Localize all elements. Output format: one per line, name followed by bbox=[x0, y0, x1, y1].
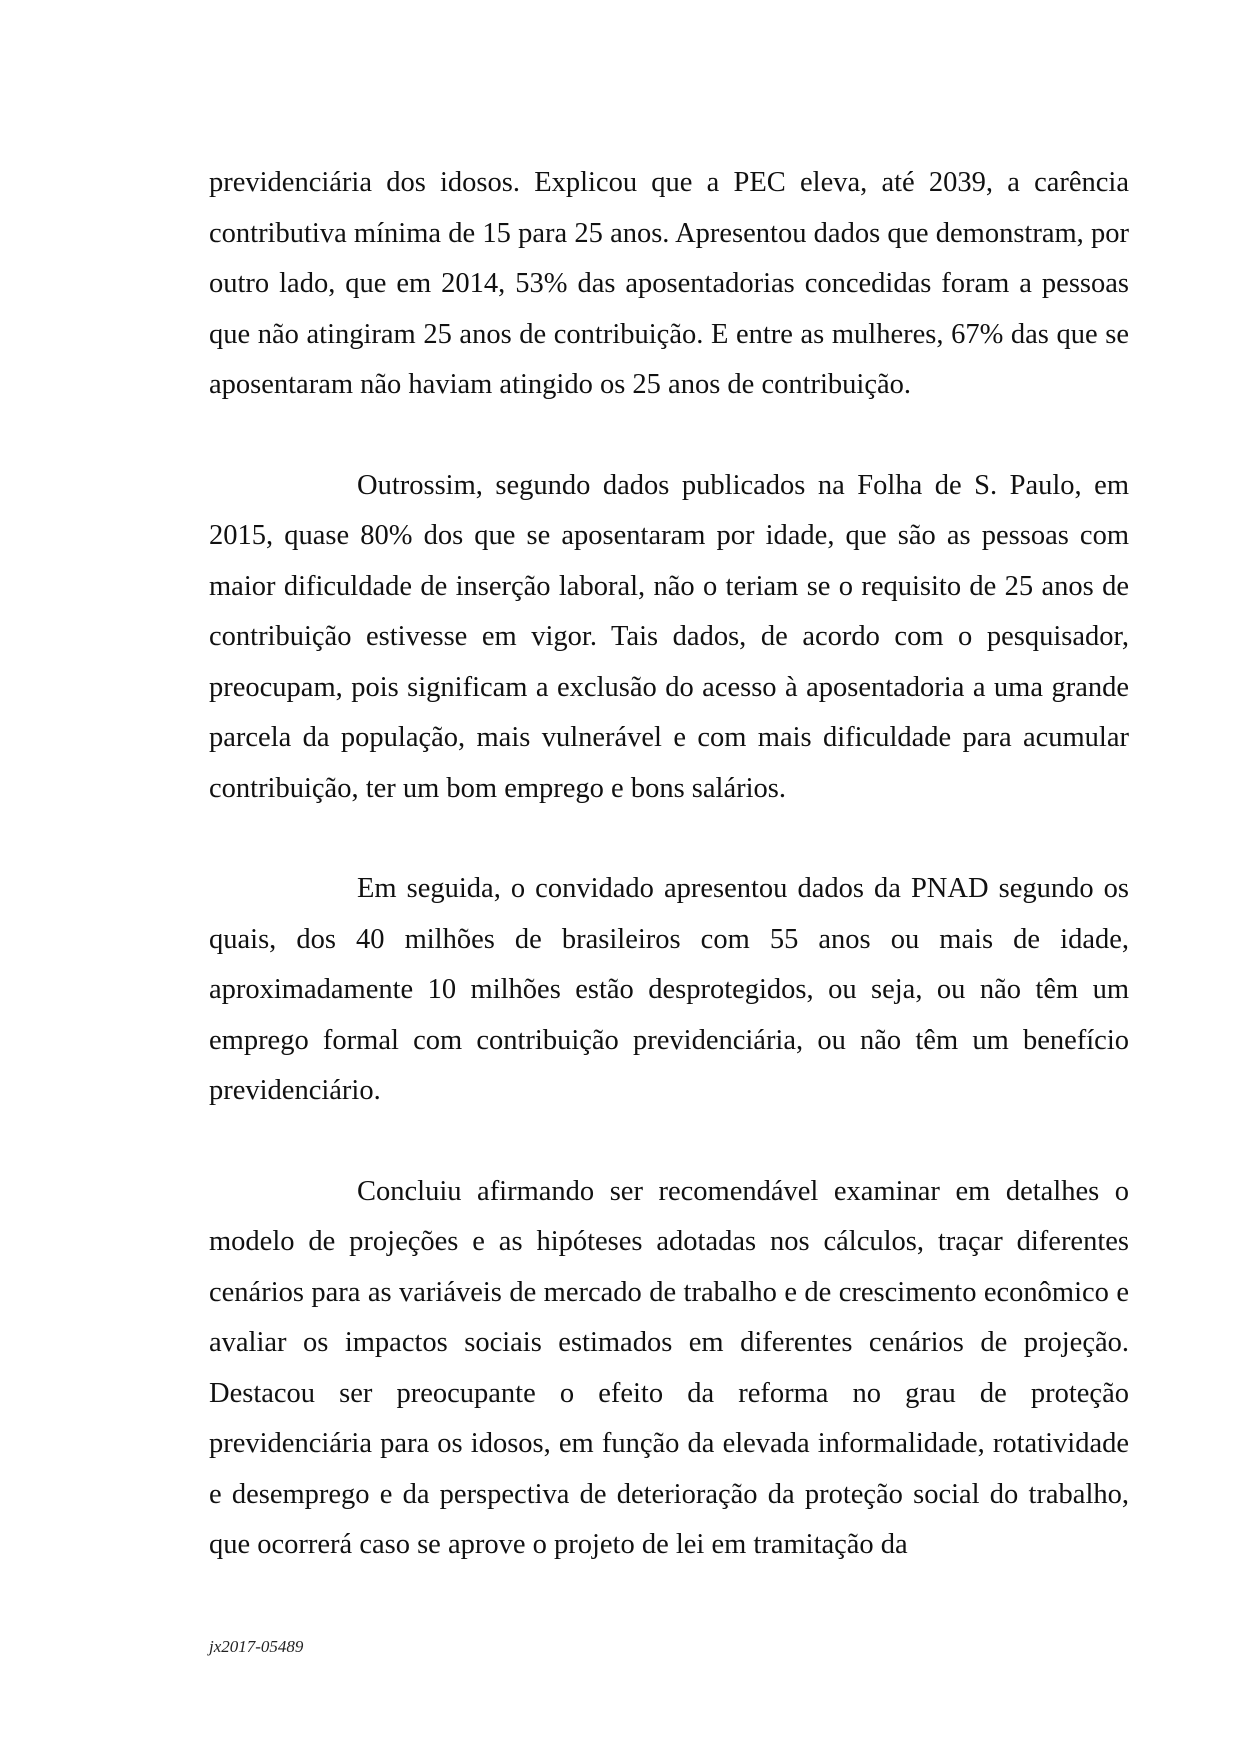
paragraph-2: Outrossim, segundo dados publicados na Folha de S. Paulo, em 2015, quase 80% dos que se aposentaram por idade, que são as pessoas com maior dificuldade de inserção laboral, não o teriam se o requisito de 25 anos de contribuição estivesse em vigor. Tais dados, de acordo com o pesquisador, preocupam, pois significam a exclusão do acesso à aposentadoria a uma grande parcela da população, mais vulnerável e com mais dificuldade para acumular contribuição, ter um bom emprego e bons salários. bbox=[209, 469, 1129, 804]
paragraph-4: Concluiu afirmando ser recomendável examinar em detalhes o modelo de projeções e as hipóteses adotadas nos cálculos, traçar diferentes cenários para as variáveis de mercado de trabalho e de crescimento econômico e avaliar os impactos sociais estimados em diferentes cenários de projeção. Destacou ser preocupante o efeito da reforma no grau de proteção previdenciária para os idosos, em função da elevada informalidade, rotatividade e desemprego e da perspectiva de deterioração da proteção social do trabalho, que ocorrerá caso se aprove o projeto de lei em tramitação da bbox=[209, 1175, 1129, 1560]
document-body bbox=[209, 158, 1129, 1571]
document-identifier: jx2017-05489 bbox=[209, 1637, 304, 1656]
paragraph-3: Em seguida, o convidado apresentou dados da PNAD segundo os quais, dos 40 milhões de brasileiros com 55 anos ou mais de idade, aproximadamente 10 milhões estão desprotegidos, ou seja, ou não têm um emprego formal com contribuição previdenciária, ou não têm um benefício previdenciário. bbox=[209, 873, 1129, 1106]
paragraph-1: previdenciária dos idosos. Explicou que a PEC eleva, até 2039, a carência contributiva mínima de 15 para 25 anos. Apresentou dados que demonstram, por outro lado, que em 2014, 53% das aposentadorias concedidas foram a pessoas que não atingiram 25 anos de contribuição. E entre as mulheres, 67% das que se aposentaram não haviam atingido os 25 anos de contribuição. bbox=[209, 167, 1129, 400]
